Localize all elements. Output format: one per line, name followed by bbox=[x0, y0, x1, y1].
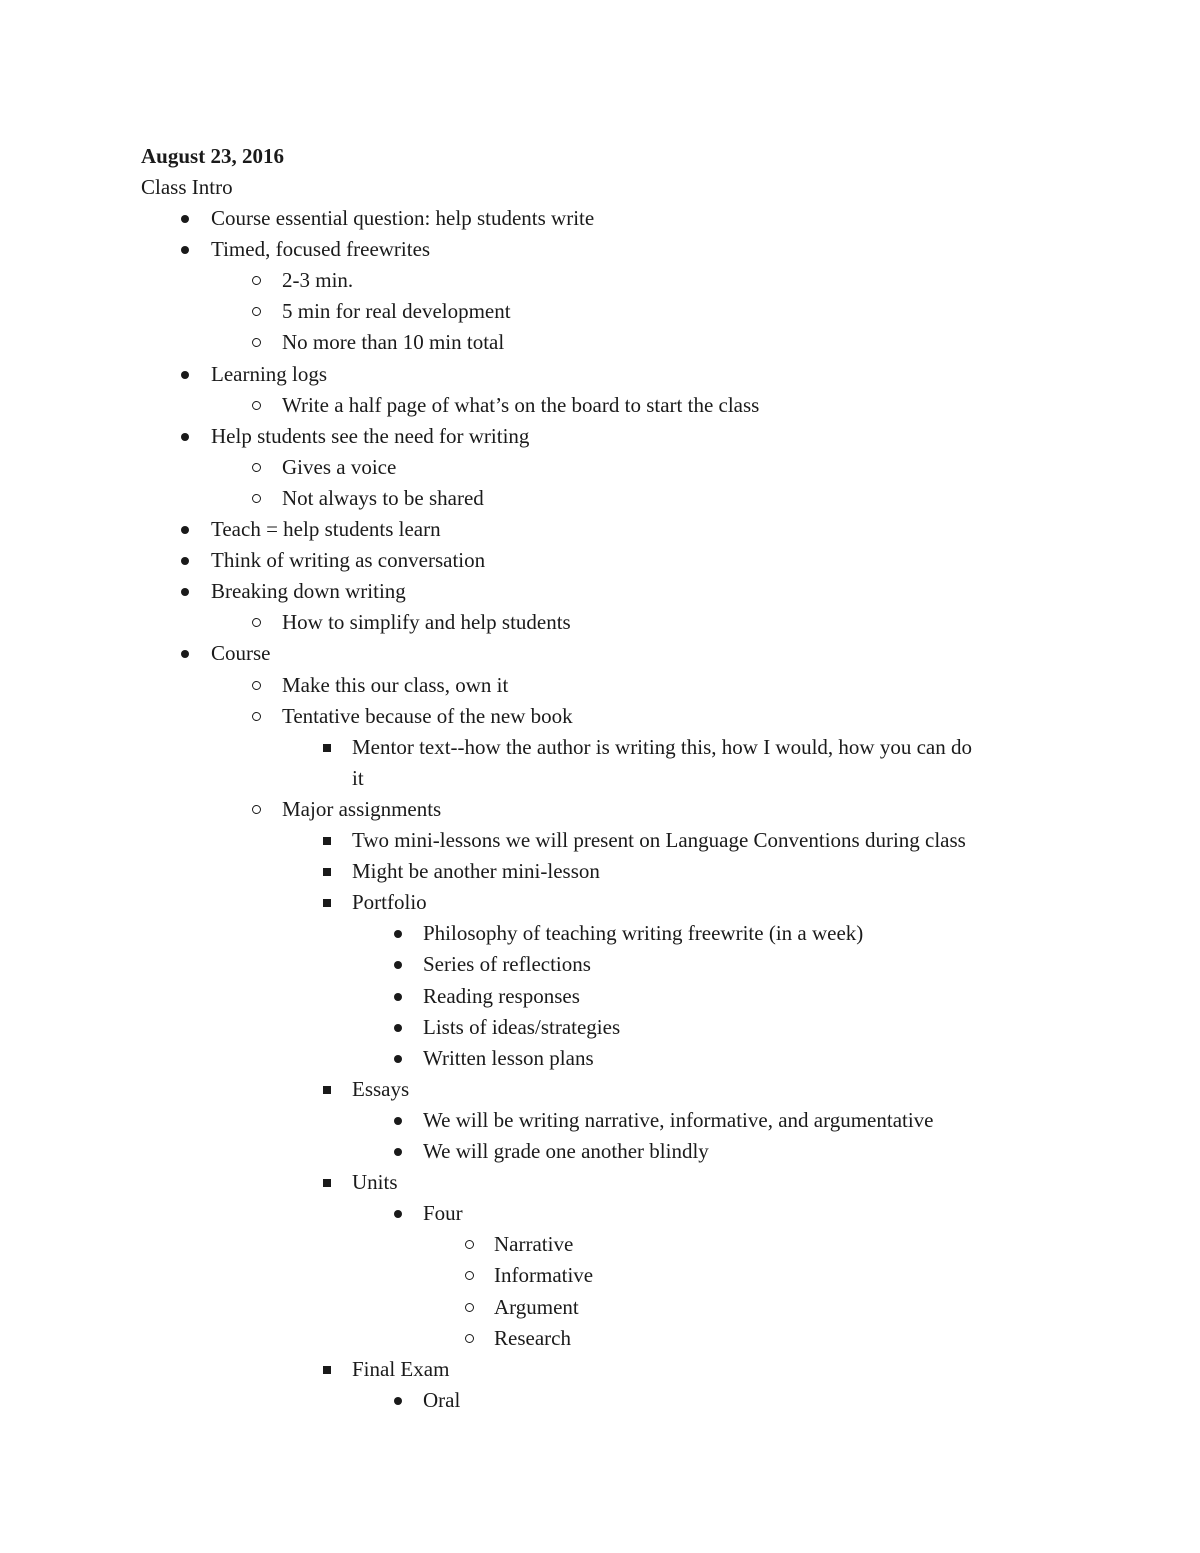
square-bullet-icon bbox=[317, 1354, 337, 1385]
list-item-text: Two mini-lessons we will present on Language Conventions during class bbox=[352, 828, 966, 852]
list-item-text: Write a half page of what’s on the board to start the class bbox=[282, 393, 760, 417]
disc-bullet-icon bbox=[175, 576, 195, 607]
list-item-text: Narrative bbox=[494, 1232, 574, 1256]
disc-bullet-icon bbox=[175, 638, 195, 669]
circle-bullet-icon bbox=[459, 1292, 479, 1323]
list-item-text: We will grade one another blindly bbox=[423, 1139, 709, 1163]
circle-bullet-icon bbox=[246, 794, 266, 825]
list-item-text: Oral bbox=[423, 1388, 461, 1412]
list-item-text: Might be another mini-lesson bbox=[352, 859, 600, 883]
list-item-text: Informative bbox=[494, 1263, 594, 1287]
square-bullet-icon bbox=[317, 1167, 337, 1198]
circle-bullet-icon bbox=[246, 390, 266, 421]
circle-bullet-icon bbox=[459, 1260, 479, 1291]
circle-bullet-icon bbox=[246, 265, 266, 296]
list-item-text: Lists of ideas/strategies bbox=[423, 1015, 621, 1039]
list-item-text: Reading responses bbox=[423, 984, 580, 1008]
list-item-text: 2-3 min. bbox=[282, 268, 354, 292]
list-item-text: Essays bbox=[352, 1077, 410, 1101]
circle-bullet-icon bbox=[246, 327, 266, 358]
list-item-text: How to simplify and help students bbox=[282, 610, 571, 634]
disc-bullet-icon bbox=[175, 203, 195, 234]
list-item-text: Written lesson plans bbox=[423, 1046, 594, 1070]
disc-bullet-icon bbox=[175, 514, 195, 545]
square-bullet-icon bbox=[317, 887, 337, 918]
list-item-text: Series of reflections bbox=[423, 952, 591, 976]
circle-bullet-icon bbox=[246, 452, 266, 483]
circle-bullet-icon bbox=[246, 607, 266, 638]
list-item-continuation: it bbox=[352, 766, 364, 790]
list-item-text: Final Exam bbox=[352, 1357, 450, 1381]
document-subtitle: Class Intro bbox=[141, 175, 233, 199]
list-item-text: Four bbox=[423, 1201, 463, 1225]
circle-bullet-icon bbox=[246, 701, 266, 732]
disc-bullet-icon bbox=[388, 1385, 408, 1416]
square-bullet-icon bbox=[317, 732, 337, 763]
document-date: August 23, 2016 bbox=[141, 144, 284, 168]
list-item-text: Major assignments bbox=[282, 797, 442, 821]
list-item-text: No more than 10 min total bbox=[282, 330, 505, 354]
disc-bullet-icon bbox=[175, 421, 195, 452]
circle-bullet-icon bbox=[246, 670, 266, 701]
square-bullet-icon bbox=[317, 1074, 337, 1105]
circle-bullet-icon bbox=[246, 483, 266, 514]
list-item-text: Mentor text--how the author is writing this, how I would, how you can do bbox=[352, 735, 972, 759]
disc-bullet-icon bbox=[175, 234, 195, 265]
disc-bullet-icon bbox=[175, 359, 195, 390]
list-item-text: Teach = help students learn bbox=[211, 517, 441, 541]
list-item-text: Course bbox=[211, 641, 271, 665]
square-bullet-icon bbox=[317, 856, 337, 887]
list-item-text: Timed, focused freewrites bbox=[211, 237, 431, 261]
disc-bullet-icon bbox=[388, 918, 408, 949]
list-item-text: Course essential question: help students write bbox=[211, 206, 595, 230]
square-bullet-icon bbox=[317, 825, 337, 856]
list-item-text: Tentative because of the new book bbox=[282, 704, 573, 728]
list-item-text: Philosophy of teaching writing freewrite (in a week) bbox=[423, 921, 864, 945]
list-item-text: Learning logs bbox=[211, 362, 328, 386]
list-item-text: Units bbox=[352, 1170, 398, 1194]
circle-bullet-icon bbox=[459, 1229, 479, 1260]
circle-bullet-icon bbox=[246, 296, 266, 327]
list-item-text: Breaking down writing bbox=[211, 579, 406, 603]
disc-bullet-icon bbox=[388, 1043, 408, 1074]
list-item-text: Research bbox=[494, 1326, 571, 1350]
list-item-text: Make this our class, own it bbox=[282, 673, 509, 697]
disc-bullet-icon bbox=[388, 1105, 408, 1136]
disc-bullet-icon bbox=[388, 949, 408, 980]
disc-bullet-icon bbox=[175, 545, 195, 576]
disc-bullet-icon bbox=[388, 1012, 408, 1043]
list-item-text: We will be writing narrative, informative, and argumentative bbox=[423, 1108, 934, 1132]
disc-bullet-icon bbox=[388, 1198, 408, 1229]
disc-bullet-icon bbox=[388, 981, 408, 1012]
list-item-text: Argument bbox=[494, 1295, 579, 1319]
list-item-text: Not always to be shared bbox=[282, 486, 484, 510]
list-item-text: Portfolio bbox=[352, 890, 427, 914]
list-item-text: Help students see the need for writing bbox=[211, 424, 530, 448]
list-item-text: 5 min for real development bbox=[282, 299, 511, 323]
disc-bullet-icon bbox=[388, 1136, 408, 1167]
list-item-text: Gives a voice bbox=[282, 455, 397, 479]
circle-bullet-icon bbox=[459, 1323, 479, 1354]
list-item-text: Think of writing as conversation bbox=[211, 548, 486, 572]
